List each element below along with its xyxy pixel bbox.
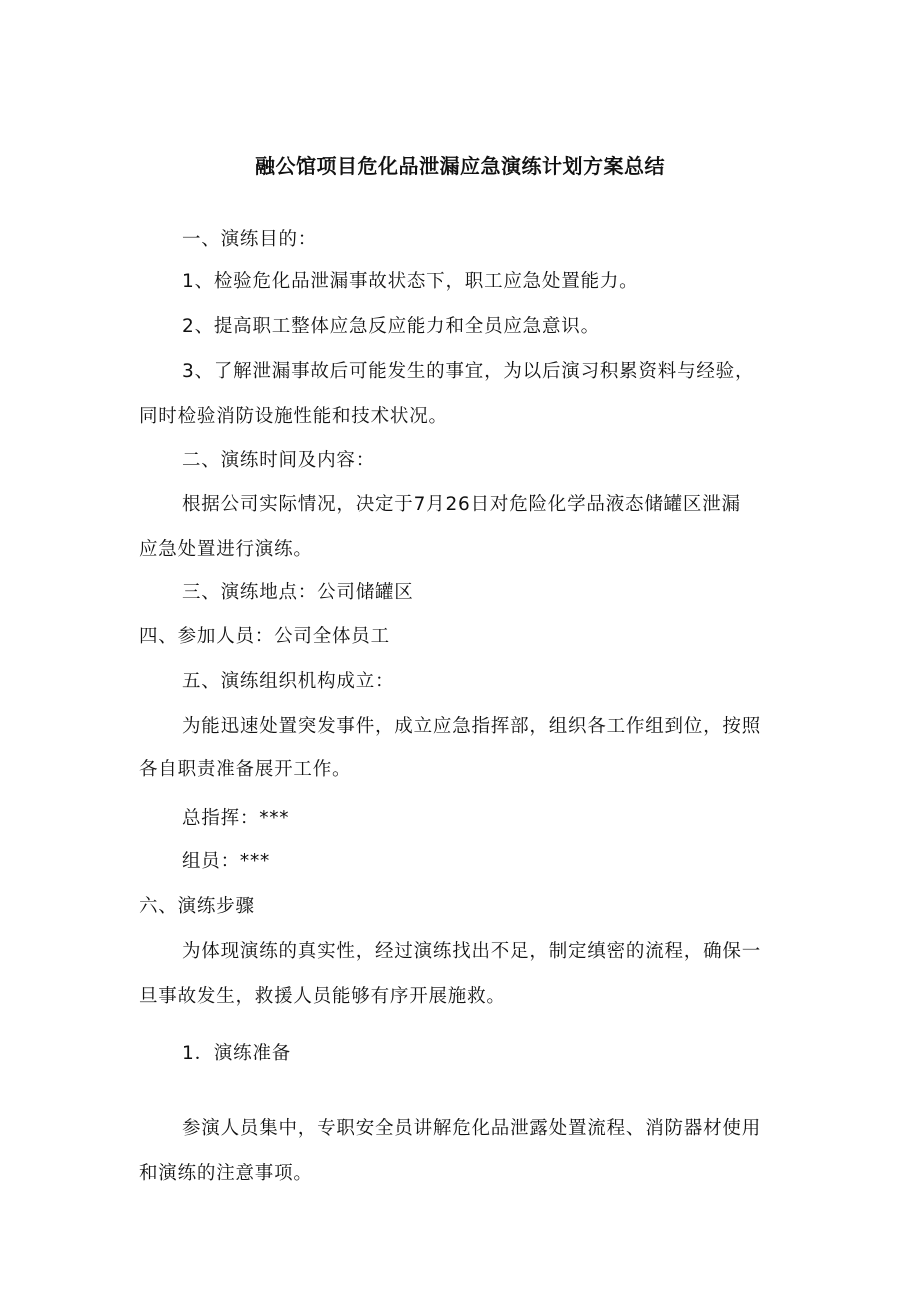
time-content-paragraph-line-2: 应急处置进行演练。: [139, 539, 313, 560]
purpose-item-2: 2、提高职工整体应急反应能力和全员应急意识。: [182, 316, 600, 337]
purpose-item-3-line-2: 同时检验消防设施性能和技术状况。: [139, 406, 448, 427]
step-1-paragraph-line-2: 和演练的注意事项。: [139, 1163, 313, 1184]
section-heading-time-content: 二、演练时间及内容：: [182, 450, 376, 471]
step-1-heading: 1．演练准备: [182, 1043, 292, 1064]
time-content-paragraph-line-1: 根据公司实际情况，决定于7月26日对危险化学品液态储罐区泄漏: [182, 494, 741, 515]
steps-paragraph-line-1: 为体现演练的真实性，经过演练找出不足，制定缜密的流程，确保一: [182, 941, 762, 962]
steps-paragraph-line-2: 旦事故发生，救援人员能够有序开展施救。: [139, 986, 506, 1007]
organization-paragraph-line-2: 各自职责准备展开工作。: [139, 759, 352, 780]
step-1-paragraph-line-1: 参演人员集中，专职安全员讲解危化品泄露处置流程、消防器材使用: [182, 1118, 762, 1139]
organization-paragraph-line-1: 为能迅速处置突发事件，成立应急指挥部，组织各工作组到位，按照: [182, 716, 762, 737]
section-heading-steps: 六、演练步骤: [139, 896, 255, 917]
purpose-item-1: 1、检验危化品泄漏事故状态下，职工应急处置能力。: [182, 271, 639, 292]
purpose-item-3-line-1: 3、了解泄漏事故后可能发生的事宜，为以后演习积累资料与经验，: [182, 361, 755, 382]
section-heading-participants: 四、参加人员：公司全体员工: [139, 626, 390, 647]
commander-line: 总指挥：***: [182, 808, 290, 829]
document-title: 融公馆项目危化品泄漏应急演练计划方案总结: [255, 154, 665, 178]
members-line: 组员：***: [182, 851, 271, 872]
section-heading-purpose: 一、演练目的：: [182, 229, 318, 250]
section-heading-location: 三、演练地点：公司储罐区: [182, 582, 414, 603]
section-heading-organization: 五、演练组织机构成立：: [182, 671, 395, 692]
